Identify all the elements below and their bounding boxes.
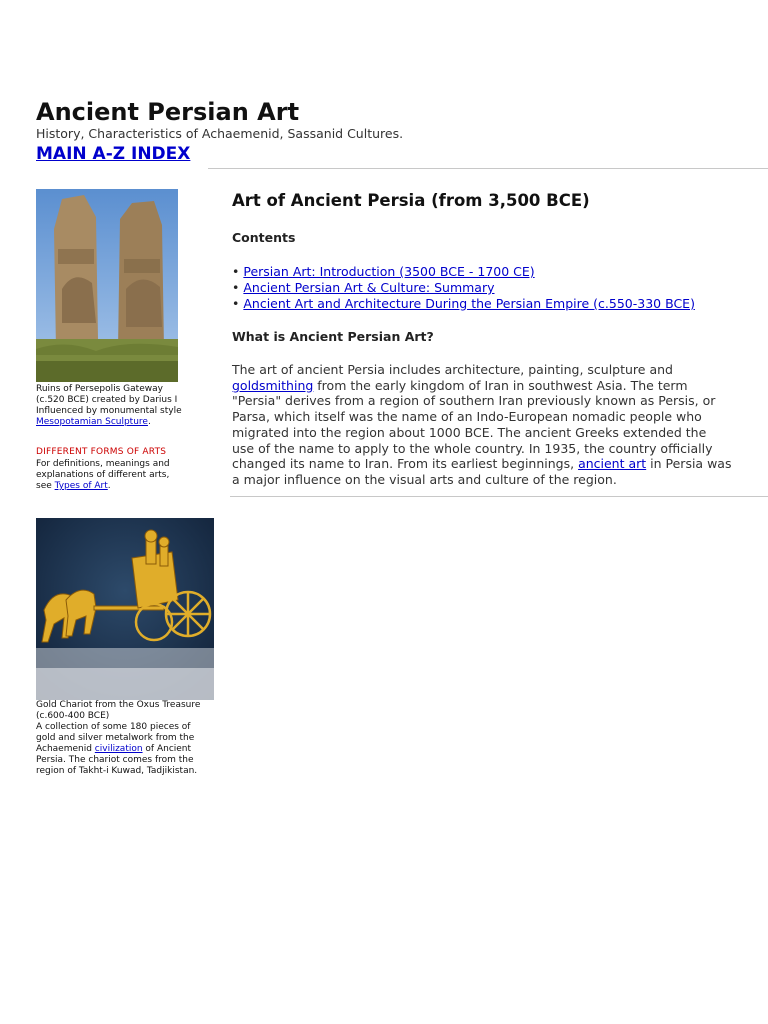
different-forms-text: For definitions, meanings and explanations of different arts, see Types of Art. <box>36 459 170 491</box>
different-forms-heading: DIFFERENT FORMS OF ARTS <box>36 447 167 457</box>
toc-item: • Ancient Persian Art & Culture: Summary <box>232 280 495 295</box>
toc-link-introduction[interactable]: Persian Art: Introduction (3500 BCE - 1700 CE) <box>243 264 535 279</box>
section-divider <box>230 496 768 497</box>
body-paragraph: The art of ancient Persia includes architecture, painting, sculpture and goldsmithing from the early kingdom of Iran in southwest Asia. The term "Persia" derives from a region of southern Iran previously known as Persis, or Parsa, which itself was the name of an Indo-European nomadic people who migrated into the region about 1000 BCE. The ancient Greeks extended the use of the name to apply to the whole country. In 1935, the country officially changed its name to Iran. From its earliest beginnings, ancient art in Persia was a major influence on the visual arts and culture of the region. <box>232 362 732 487</box>
contents-label: Contents <box>232 230 296 245</box>
page-title: Ancient Persian Art <box>36 98 300 126</box>
persepolis-gateway-image <box>36 189 178 382</box>
toc-item: • Persian Art: Introduction (3500 BCE - 1700 CE) <box>232 264 535 279</box>
article-heading: Art of Ancient Persia (from 3,500 BCE) <box>232 191 590 210</box>
main-az-index-link[interactable]: MAIN A-Z INDEX <box>36 144 191 164</box>
toc-link-summary[interactable]: Ancient Persian Art & Culture: Summary <box>243 280 495 295</box>
types-of-art-link[interactable]: Types of Art <box>54 481 108 491</box>
gold-chariot-caption: Gold Chariot from the Oxus Treasure (c.600-400 BCE) A collection of some 180 pieces of gold and silver metalwork from the Achaemenid civilization of Ancient Persia. The chariot comes from the region of Takht-i Kuwad, Tadjikistan. <box>36 700 201 776</box>
table-of-contents <box>232 264 695 312</box>
toc-item: • Ancient Art and Architecture During the Persian Empire (c.550-330 BCE) <box>232 296 695 311</box>
section-heading: What is Ancient Persian Art? <box>232 329 434 344</box>
gold-chariot-image <box>36 518 214 700</box>
goldsmithing-link[interactable]: goldsmithing <box>232 377 314 393</box>
top-divider <box>208 168 768 169</box>
toc-link-persian-empire[interactable]: Ancient Art and Architecture During the Persian Empire (c.550-330 BCE) <box>243 296 695 311</box>
ancient-art-link[interactable]: ancient art <box>578 456 647 472</box>
persepolis-caption: Ruins of Persepolis Gateway (c.520 BCE) created by Darius I Influenced by monumental style Mesopotamian Sculpture. <box>36 384 182 427</box>
mesopotamian-sculpture-link[interactable]: Mesopotamian Sculpture <box>36 417 148 427</box>
civilization-link[interactable]: civilization <box>94 744 143 754</box>
page-subtitle: History, Characteristics of Achaemenid, Sassanid Cultures. <box>36 126 404 141</box>
